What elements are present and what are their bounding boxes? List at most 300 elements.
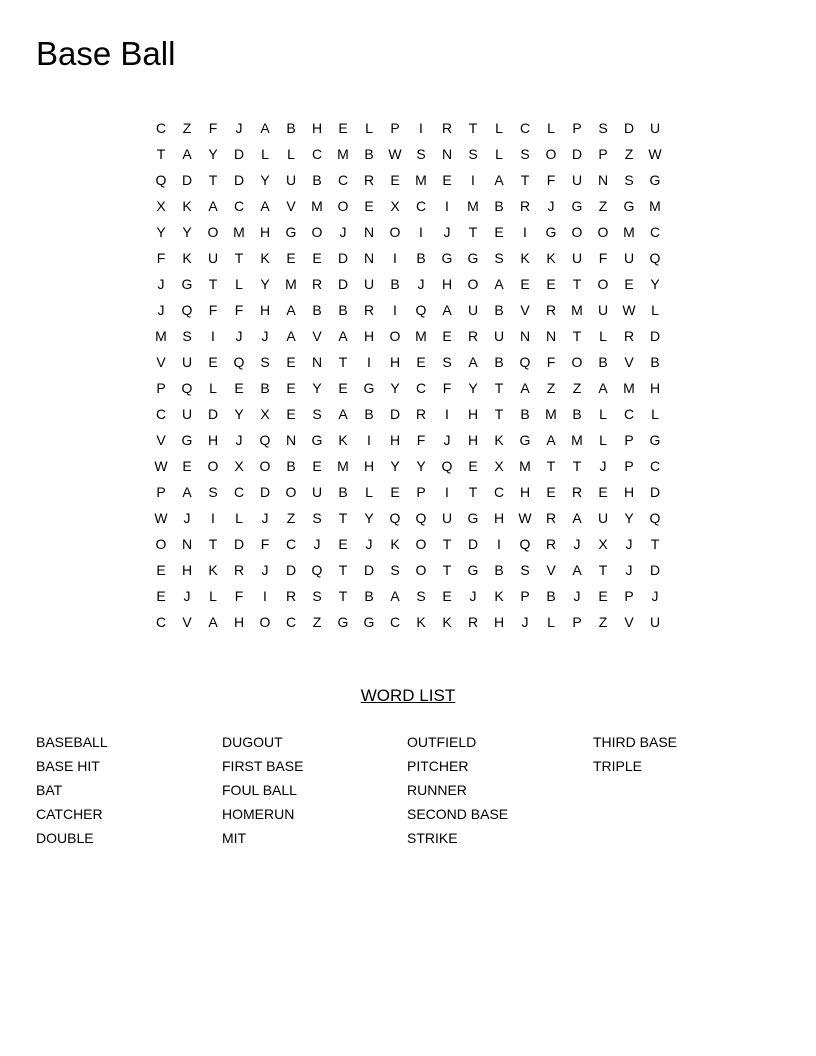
grid-letter: T xyxy=(520,172,530,188)
grid-letter: S xyxy=(416,146,426,162)
grid-letter: N xyxy=(363,250,375,266)
grid-letter: L xyxy=(599,432,607,448)
grid-letter: E xyxy=(338,120,348,136)
grid-letter: W xyxy=(622,302,636,318)
grid-letter: J xyxy=(417,276,425,292)
grid-letter: C xyxy=(649,224,661,240)
grid-letter: C xyxy=(337,172,349,188)
grid-letter: Z xyxy=(624,146,634,162)
grid-letter: D xyxy=(649,562,661,578)
grid-letter: S xyxy=(208,484,218,500)
grid-letter: N xyxy=(285,432,297,448)
grid-letter: O xyxy=(337,198,349,214)
word-list-heading: WORD LIST xyxy=(360,686,456,705)
letter-grid xyxy=(148,115,668,635)
grid-row xyxy=(148,245,668,271)
grid-letter: C xyxy=(233,484,245,500)
grid-letter: S xyxy=(624,172,634,188)
grid-letter: Q xyxy=(181,380,193,396)
grid-letter: B xyxy=(494,302,504,318)
grid-letter: B xyxy=(338,484,348,500)
grid-letter: N xyxy=(181,536,193,552)
grid-letter: D xyxy=(649,484,661,500)
grid-letter: K xyxy=(442,614,452,630)
grid-row xyxy=(148,401,668,427)
grid-letter: Q xyxy=(389,510,401,526)
grid-letter: C xyxy=(233,198,245,214)
word-list-item: RUNNER xyxy=(407,782,467,798)
word-list-item: BASE HIT xyxy=(36,758,100,774)
grid-letter: N xyxy=(441,146,453,162)
grid-letter: A xyxy=(338,406,348,422)
grid-row xyxy=(148,193,668,219)
grid-letter: F xyxy=(546,354,556,370)
grid-letter: I xyxy=(367,354,371,370)
grid-row xyxy=(148,453,668,479)
grid-letter: O xyxy=(207,458,219,474)
grid-letter: G xyxy=(649,432,661,448)
grid-letter: P xyxy=(598,146,608,162)
grid-letter: H xyxy=(311,120,323,136)
grid-letter: B xyxy=(416,250,426,266)
grid-letter: A xyxy=(286,302,296,318)
grid-letter: A xyxy=(494,172,504,188)
grid-letter: T xyxy=(442,562,452,578)
grid-letter: Q xyxy=(415,302,427,318)
grid-letter: J xyxy=(547,198,555,214)
grid-letter: U xyxy=(597,302,609,318)
grid-letter: E xyxy=(494,224,504,240)
grid-letter: I xyxy=(445,406,449,422)
grid-letter: U xyxy=(571,172,583,188)
grid-letter: P xyxy=(624,588,634,604)
grid-letter: D xyxy=(571,146,583,162)
grid-letter: A xyxy=(182,484,192,500)
grid-letter: F xyxy=(260,536,270,552)
grid-letter: D xyxy=(337,250,349,266)
grid-letter: H xyxy=(233,614,245,630)
grid-letter: Q xyxy=(415,510,427,526)
grid-letter: V xyxy=(624,354,634,370)
grid-letter: O xyxy=(389,328,401,344)
grid-letter: E xyxy=(520,276,530,292)
grid-letter: I xyxy=(367,432,371,448)
grid-letter: J xyxy=(339,224,347,240)
grid-letter: T xyxy=(572,276,582,292)
grid-letter: K xyxy=(208,562,218,578)
grid-letter: G xyxy=(441,250,453,266)
grid-letter: D xyxy=(233,536,245,552)
grid-letter: U xyxy=(181,354,193,370)
grid-letter: A xyxy=(468,354,478,370)
grid-letter: I xyxy=(263,588,267,604)
grid-letter: P xyxy=(624,458,634,474)
grid-letter: E xyxy=(390,172,400,188)
grid-letter: S xyxy=(520,562,530,578)
grid-letter: O xyxy=(597,276,609,292)
grid-letter: B xyxy=(312,172,322,188)
grid-letter: I xyxy=(497,536,501,552)
grid-letter: A xyxy=(260,120,270,136)
grid-letter: D xyxy=(389,406,401,422)
grid-letter: B xyxy=(494,562,504,578)
grid-letter: D xyxy=(649,328,661,344)
grid-letter: E xyxy=(286,354,296,370)
grid-letter: Y xyxy=(260,276,270,292)
grid-letter: L xyxy=(261,146,269,162)
grid-letter: Q xyxy=(519,536,531,552)
grid-letter: E xyxy=(546,484,556,500)
grid-letter: O xyxy=(259,614,271,630)
grid-letter: P xyxy=(520,588,530,604)
grid-row xyxy=(148,557,668,583)
grid-letter: G xyxy=(363,614,375,630)
grid-letter: N xyxy=(597,172,609,188)
grid-letter: E xyxy=(312,458,322,474)
word-list-item: MIT xyxy=(222,830,247,846)
grid-letter: S xyxy=(468,146,478,162)
grid-row xyxy=(148,349,668,375)
grid-letter: J xyxy=(235,120,243,136)
grid-letter: W xyxy=(154,510,168,526)
word-list-item: OUTFIELD xyxy=(407,734,477,750)
grid-letter: A xyxy=(208,198,218,214)
grid-letter: B xyxy=(546,588,556,604)
grid-letter: J xyxy=(313,536,321,552)
grid-letter: R xyxy=(233,562,245,578)
word-list xyxy=(36,730,780,860)
grid-letter: O xyxy=(259,458,271,474)
grid-letter: G xyxy=(285,224,297,240)
grid-letter: P xyxy=(624,432,634,448)
grid-letter: T xyxy=(208,276,218,292)
grid-letter: Z xyxy=(546,380,556,396)
grid-letter: U xyxy=(649,120,661,136)
grid-letter: U xyxy=(207,250,219,266)
grid-letter: I xyxy=(419,120,423,136)
grid-letter: B xyxy=(286,458,296,474)
grid-letter: G xyxy=(467,510,479,526)
grid-letter: Z xyxy=(182,120,192,136)
grid-letter: T xyxy=(494,406,504,422)
grid-row xyxy=(148,141,668,167)
grid-row xyxy=(148,323,668,349)
grid-letter: Y xyxy=(312,380,322,396)
grid-letter: U xyxy=(363,276,375,292)
grid-letter: M xyxy=(233,224,245,240)
grid-letter: Q xyxy=(233,354,245,370)
grid-letter: H xyxy=(259,224,271,240)
grid-letter: H xyxy=(181,562,193,578)
grid-letter: R xyxy=(519,198,531,214)
grid-letter: A xyxy=(494,276,504,292)
grid-letter: L xyxy=(547,120,555,136)
grid-letter: C xyxy=(155,406,167,422)
grid-letter: O xyxy=(467,276,479,292)
grid-letter: V xyxy=(624,614,634,630)
grid-letter: R xyxy=(311,276,323,292)
grid-letter: N xyxy=(311,354,323,370)
grid-letter: K xyxy=(520,250,530,266)
grid-letter: G xyxy=(519,432,531,448)
grid-letter: E xyxy=(156,562,166,578)
grid-letter: M xyxy=(571,432,583,448)
grid-letter: K xyxy=(182,250,192,266)
grid-letter: B xyxy=(364,588,374,604)
grid-letter: S xyxy=(260,354,270,370)
grid-letter: X xyxy=(156,198,166,214)
grid-letter: P xyxy=(572,614,582,630)
grid-letter: Y xyxy=(624,510,634,526)
grid-letter: J xyxy=(183,510,191,526)
grid-letter: D xyxy=(233,146,245,162)
grid-letter: L xyxy=(599,406,607,422)
grid-letter: Y xyxy=(364,510,374,526)
grid-letter: J xyxy=(157,302,165,318)
grid-letter: C xyxy=(285,536,297,552)
grid-letter: B xyxy=(312,302,322,318)
grid-letter: N xyxy=(519,328,531,344)
grid-letter: Z xyxy=(598,198,608,214)
grid-letter: Y xyxy=(182,224,192,240)
grid-letter: E xyxy=(624,276,634,292)
grid-letter: C xyxy=(415,198,427,214)
grid-letter: F xyxy=(234,302,244,318)
grid-row xyxy=(148,271,668,297)
grid-letter: T xyxy=(156,146,166,162)
grid-letter: A xyxy=(286,328,296,344)
grid-letter: U xyxy=(311,484,323,500)
grid-letter: P xyxy=(156,380,166,396)
grid-letter: I xyxy=(211,510,215,526)
grid-letter: H xyxy=(363,328,375,344)
grid-letter: P xyxy=(156,484,166,500)
grid-letter: H xyxy=(389,354,401,370)
grid-letter: V xyxy=(156,354,166,370)
grid-letter: Y xyxy=(260,172,270,188)
grid-letter: Y xyxy=(390,458,400,474)
grid-letter: G xyxy=(649,172,661,188)
grid-letter: O xyxy=(545,146,557,162)
grid-letter: U xyxy=(441,510,453,526)
grid-letter: Z xyxy=(598,614,608,630)
grid-letter: G xyxy=(363,380,375,396)
grid-letter: E xyxy=(156,588,166,604)
grid-letter: E xyxy=(338,380,348,396)
grid-letter: F xyxy=(598,250,608,266)
word-list-item: BAT xyxy=(36,782,63,798)
grid-letter: H xyxy=(207,432,219,448)
grid-letter: U xyxy=(571,250,583,266)
grid-letter: S xyxy=(598,120,608,136)
grid-letter: Q xyxy=(181,302,193,318)
grid-letter: Q xyxy=(649,250,661,266)
grid-letter: L xyxy=(235,510,243,526)
grid-letter: R xyxy=(545,536,557,552)
grid-letter: I xyxy=(419,224,423,240)
grid-letter: K xyxy=(182,198,192,214)
grid-letter: Y xyxy=(468,380,478,396)
grid-letter: M xyxy=(155,328,167,344)
grid-letter: L xyxy=(235,276,243,292)
grid-letter: T xyxy=(338,562,348,578)
grid-letter: O xyxy=(207,224,219,240)
grid-letter: E xyxy=(416,354,426,370)
grid-letter: C xyxy=(519,120,531,136)
grid-letter: S xyxy=(442,354,452,370)
grid-letter: L xyxy=(365,484,373,500)
grid-letter: S xyxy=(520,146,530,162)
grid-letter: O xyxy=(415,536,427,552)
grid-letter: U xyxy=(597,510,609,526)
grid-letter: T xyxy=(468,120,478,136)
grid-letter: M xyxy=(519,458,531,474)
grid-letter: O xyxy=(571,224,583,240)
grid-letter: M xyxy=(623,380,635,396)
grid-letter: A xyxy=(338,328,348,344)
grid-letter: Y xyxy=(208,146,218,162)
grid-letter: R xyxy=(363,302,375,318)
grid-letter: B xyxy=(572,406,582,422)
grid-letter: O xyxy=(597,224,609,240)
grid-letter: C xyxy=(623,406,635,422)
grid-letter: A xyxy=(260,198,270,214)
grid-letter: G xyxy=(467,562,479,578)
grid-letter: N xyxy=(363,224,375,240)
grid-letter: G xyxy=(571,198,583,214)
grid-letter: J xyxy=(261,562,269,578)
grid-letter: E xyxy=(208,354,218,370)
grid-letter: E xyxy=(286,250,296,266)
grid-letter: J xyxy=(443,432,451,448)
grid-letter: A xyxy=(520,380,530,396)
grid-letter: J xyxy=(573,536,581,552)
word-list-item: FOUL BALL xyxy=(222,782,297,798)
grid-letter: L xyxy=(651,406,659,422)
grid-letter: A xyxy=(208,614,218,630)
grid-letter: E xyxy=(286,380,296,396)
grid-letter: V xyxy=(182,614,192,630)
grid-letter: Y xyxy=(650,276,660,292)
grid-letter: K xyxy=(494,588,504,604)
grid-letter: R xyxy=(415,406,427,422)
word-list-item: CATCHER xyxy=(36,806,103,822)
grid-letter: E xyxy=(390,484,400,500)
grid-letter: F xyxy=(208,120,218,136)
grid-letter: I xyxy=(393,302,397,318)
grid-letter: H xyxy=(623,484,635,500)
grid-letter: J xyxy=(443,224,451,240)
grid-letter: V xyxy=(520,302,530,318)
grid-letter: J xyxy=(235,328,243,344)
grid-letter: T xyxy=(572,328,582,344)
grid-letter: E xyxy=(442,588,452,604)
grid-letter: R xyxy=(545,302,557,318)
grid-letter: Z xyxy=(286,510,296,526)
grid-letter: X xyxy=(234,458,244,474)
grid-letter: M xyxy=(545,406,557,422)
grid-letter: L xyxy=(547,614,555,630)
grid-letter: I xyxy=(445,198,449,214)
grid-letter: F xyxy=(234,588,244,604)
grid-row xyxy=(148,531,668,557)
grid-letter: R xyxy=(467,328,479,344)
grid-letter: H xyxy=(467,432,479,448)
grid-letter: R xyxy=(285,588,297,604)
grid-letter: W xyxy=(388,146,402,162)
grid-letter: T xyxy=(468,484,478,500)
grid-row xyxy=(148,115,668,141)
grid-letter: C xyxy=(649,458,661,474)
grid-letter: H xyxy=(493,510,505,526)
grid-letter: L xyxy=(651,302,659,318)
word-list-item: THIRD BASE xyxy=(593,734,678,750)
grid-letter: T xyxy=(338,588,348,604)
grid-letter: O xyxy=(155,536,167,552)
grid-letter: S xyxy=(390,562,400,578)
grid-letter: S xyxy=(416,588,426,604)
grid-letter: K xyxy=(494,432,504,448)
grid-letter: B xyxy=(286,120,296,136)
grid-letter: M xyxy=(571,302,583,318)
grid-letter: B xyxy=(364,146,374,162)
grid-row xyxy=(148,583,668,609)
grid-letter: B xyxy=(260,380,270,396)
grid-letter: U xyxy=(285,172,297,188)
page-title: Base Ball xyxy=(36,35,176,72)
word-list-item: HOMERUN xyxy=(222,806,295,822)
grid-letter: W xyxy=(154,458,168,474)
grid-letter: O xyxy=(389,224,401,240)
grid-letter: G xyxy=(545,224,557,240)
word-list-item: TRIPLE xyxy=(593,758,643,774)
grid-letter: A xyxy=(572,562,582,578)
grid-letter: E xyxy=(598,588,608,604)
grid-letter: B xyxy=(390,276,400,292)
grid-letter: P xyxy=(572,120,582,136)
grid-letter: B xyxy=(494,198,504,214)
word-list-item: FIRST BASE xyxy=(222,758,304,774)
grid-letter: A xyxy=(390,588,400,604)
grid-letter: H xyxy=(649,380,661,396)
word-list-item: STRIKE xyxy=(407,830,458,846)
word-list-item: PITCHER xyxy=(407,758,469,774)
grid-letter: V xyxy=(312,328,322,344)
word-list-item: DOUBLE xyxy=(36,830,94,846)
grid-letter: P xyxy=(416,484,426,500)
word-list-item: DUGOUT xyxy=(222,734,283,750)
grid-letter: V xyxy=(156,432,166,448)
grid-row xyxy=(148,167,668,193)
grid-letter: G xyxy=(337,614,349,630)
grid-letter: C xyxy=(493,484,505,500)
grid-letter: E xyxy=(598,484,608,500)
grid-letter: F xyxy=(416,432,426,448)
grid-letter: U xyxy=(493,328,505,344)
grid-letter: D xyxy=(181,172,193,188)
grid-letter: L xyxy=(599,328,607,344)
grid-letter: J xyxy=(261,510,269,526)
grid-letter: I xyxy=(471,172,475,188)
grid-letter: I xyxy=(523,224,527,240)
grid-letter: F xyxy=(442,380,452,396)
grid-letter: F xyxy=(208,302,218,318)
grid-letter: O xyxy=(311,224,323,240)
grid-letter: J xyxy=(157,276,165,292)
grid-letter: T xyxy=(234,250,244,266)
grid-letter: E xyxy=(338,536,348,552)
grid-letter: H xyxy=(493,614,505,630)
